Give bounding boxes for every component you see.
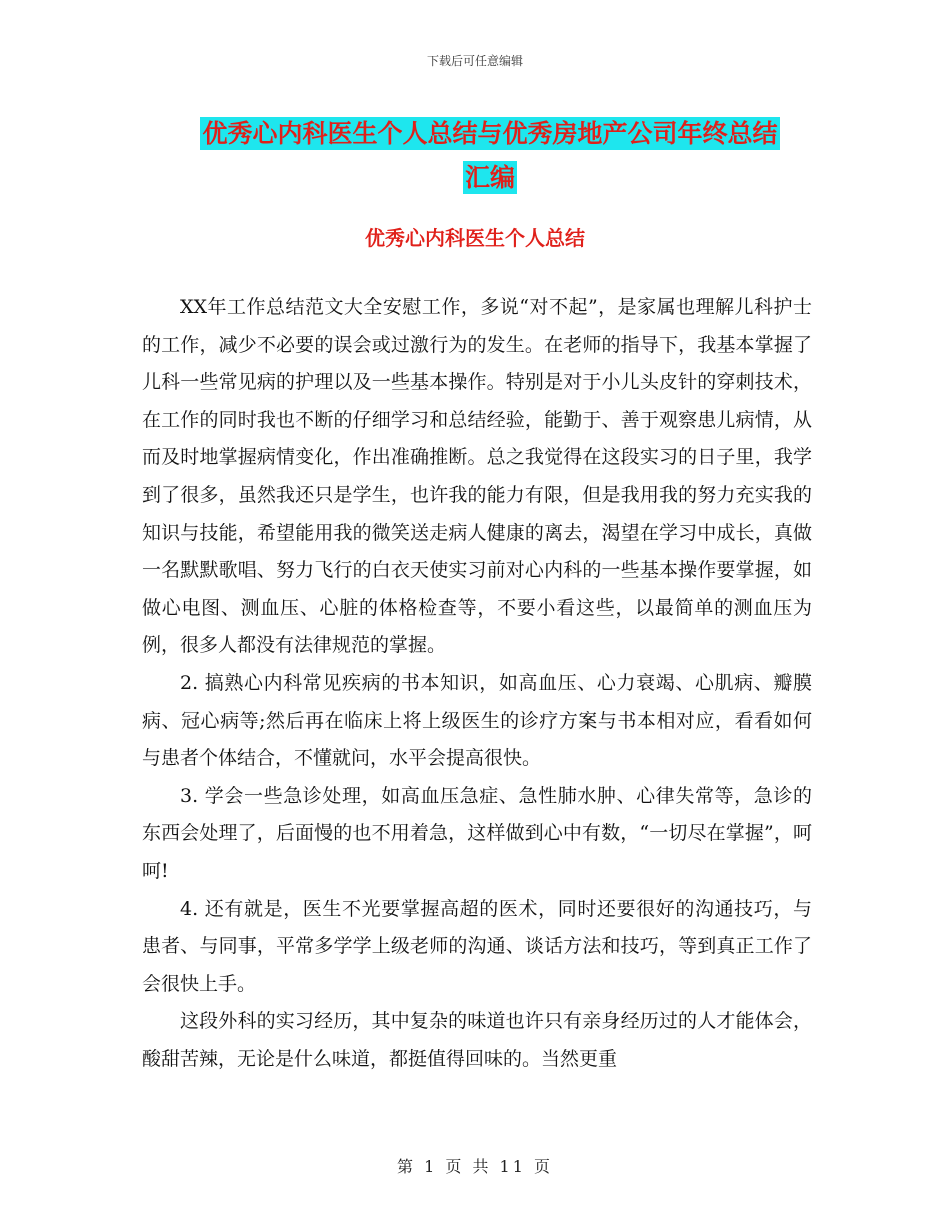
page-number: 第 1 页 共 11 页: [397, 1157, 553, 1176]
document-title: [140, 112, 840, 200]
document-title-line-1: 优秀心内科医生个人总结与优秀房地产公司年终总结: [202, 119, 778, 148]
section-title: 优秀心内科医生个人总结: [365, 226, 585, 250]
paragraph-1: XX年工作总结范文大全安慰工作，多说“对不起”，是家属也理解儿科护士的工作，减少不必要的误会或过激行为的发生。在老师的指导下，我基本掌握了儿科一些常见病的护理以及一些基本操作。特别是对于小儿头皮针的穿刺技术，在工作的同时我也不断的仔细学习和总结经验，能勤于、善于观察患儿病情，从而及时地掌握病情变化，作出准确推断。总之我觉得在这段实习的日子里，我学到了很多，虽然我还只是学生，也许我的能力有限，但是我用我的努力充实我的知识与技能，希望能用我的微笑送走病人健康的离去，渴望在学习中成长，真做一名默默歌唱、努力飞行的白衣天使实习前对心内科的一些基本操作要掌握，如做心电图、测血压、心脏的体格检查等，不要小看这些，以最简单的测血压为例，很多人都没有法律规范的掌握。: [142, 296, 812, 657]
page-header-note: 下载后可任意编辑: [426, 54, 523, 68]
paragraph-5: 这段外科的实习经历，其中复杂的味道也许只有亲身经历过的人才能体会，酸甜苦辣，无论是什么味道，都挺值得回味的。当然更重: [142, 1010, 812, 1070]
paragraph-3: 3. 学会一些急诊处理，如高血压急症、急性肺水肿、心律失常等，急诊的东西会处理了，后面慢的也不用着急，这样做到心中有数，“一切尽在掌握”，呵呵!: [142, 784, 812, 882]
document-title-line-2: 汇编: [464, 163, 515, 192]
paragraph-4: 4. 还有就是，医生不光要掌握高超的医术，同时还要很好的沟通技巧，与患者、与同事，平常多学学上级老师的沟通、谈话方法和技巧，等到真正工作了会很快上手。: [142, 897, 812, 995]
paragraph-2: 2. 搞熟心内科常见疾病的书本知识，如高血压、心力衰竭、心肌病、瓣膜病、冠心病等;然后再在临床上将上级医生的诊疗方案与书本相对应，看看如何与患者个体结合，不懂就问，水平会提高很快。: [142, 671, 812, 770]
body-text: [142, 289, 812, 1078]
